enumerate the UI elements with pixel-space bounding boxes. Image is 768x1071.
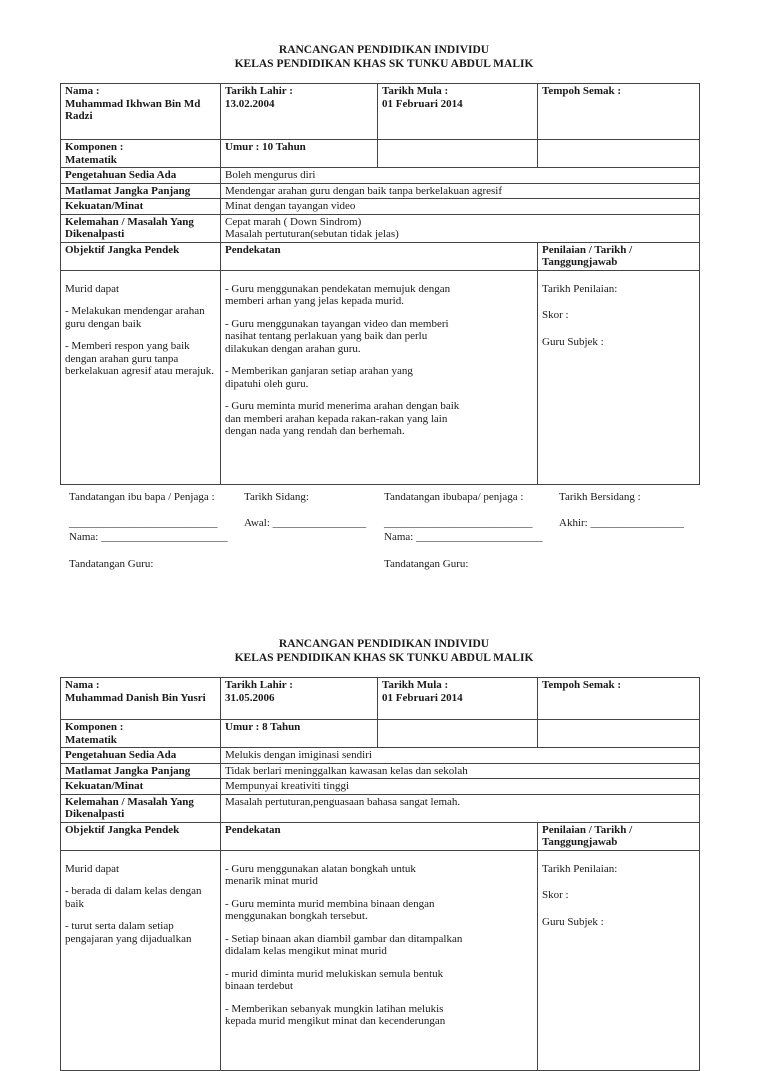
doc2-pendekatan-item: - Guru meminta murid membina binaan dengan menggunakan bongkah tersebut. [225, 897, 435, 922]
doc2-objektif-item: - turut serta dalam setiap pengajaran yang dijadualkan [65, 920, 192, 945]
doc2-empty-cell-b [538, 720, 700, 748]
doc2-pendekatan-item: - Guru menggunakan alatan bongkah untuk menarik minat murid [225, 862, 416, 887]
doc1-lahir-label: Tarikh Lahir : [225, 85, 293, 97]
doc2-penilaian-header: Penilaian / Tarikh / Tanggungjawab [538, 822, 700, 850]
doc1-mula-value: 01 Februari 2014 [382, 97, 463, 110]
doc1-objektif-header: Objektif Jangka Pendek [61, 242, 221, 270]
doc2-penilaian-item: Guru Subjek : [542, 915, 604, 928]
doc1-row-kekuatan [61, 199, 700, 215]
doc1-lahir-cell [221, 84, 378, 140]
doc1-nama-value: Muhammad Ikhwan Bin Md Radzi [65, 97, 201, 122]
doc1-header-row [61, 84, 700, 140]
doc1-title [0, 43, 768, 71]
doc2-pendekatan-cell [221, 850, 538, 1070]
doc2-matlamat-label: Matlamat Jangka Panjang [61, 763, 221, 779]
doc1-kelemahan-line: Masalah pertuturan(sebutan tidak jelas) [225, 228, 399, 240]
doc2-title-line1: RANCANGAN PENDIDIKAN INDIVIDU [278, 638, 490, 650]
doc2-objektif-header: Objektif Jangka Pendek [61, 822, 221, 850]
doc2-pengetahuan-label: Pengetahuan Sedia Ada [61, 748, 221, 764]
doc1-penilaian-cell [538, 270, 700, 484]
doc2-pendekatan-item: - Setiap binaan akan diambil gambar dan ditampalkan didalam kelas mengikut minat murid [225, 932, 463, 957]
doc1-kekuatan-label: Kekuatan/Minat [61, 199, 221, 215]
doc1-objektif-item: Murid dapat [65, 282, 120, 295]
doc2-komponen-value: Matematik [65, 733, 117, 746]
doc1-komponen-value: Matematik [65, 153, 117, 166]
doc1-pengetahuan-label: Pengetahuan Sedia Ada [61, 168, 221, 184]
sig-nama1: Nama: _______________________ [69, 531, 228, 543]
doc1-objektif-item: - Memberi respon yang baik dengan arahan guru tanpa berkelakuan agresif atau merajuk. [65, 340, 215, 377]
doc2-pendekatan-item: - murid diminta murid melukiskan semula bentuk binaan terdebut [225, 967, 444, 992]
doc1-empty-cell-a [378, 140, 538, 168]
doc1-matlamat-label: Matlamat Jangka Panjang [61, 183, 221, 199]
sig-awal: Awal: _________________ [244, 517, 367, 529]
doc2-empty-cell-a [378, 720, 538, 748]
doc2-row-kelemahan [61, 794, 700, 822]
doc2-kelemahan-value [221, 794, 700, 822]
doc1-row-pengetahuan [61, 168, 700, 184]
doc2-row-pengetahuan [61, 748, 700, 764]
doc2-pendekatan-header: Pendekatan [221, 822, 538, 850]
doc1-objektif-item: - Melakukan mendengar arahan guru dengan baik [65, 305, 205, 330]
doc2-komponen-cell [61, 720, 221, 748]
doc2-nama-value: Muhammad Danish Bin Yusri [65, 691, 206, 704]
doc2-pendekatan-item: - Memberikan sebanyak mungkin latihan melukis kepada murid mengikut minat dan kecenderungan [225, 1002, 446, 1027]
doc1-pendekatan-cell [221, 270, 538, 484]
sig-guru1: Tandatangan Guru: [69, 558, 154, 570]
doc2-header-row [61, 678, 700, 720]
doc2-plan-body-row [61, 850, 700, 1070]
doc1-semak-label: Tempoh Semak : [542, 85, 622, 97]
doc1-rpi-table [60, 83, 700, 485]
doc2-title [0, 637, 768, 665]
doc2-komponen-label: Komponen : [65, 721, 124, 733]
doc2-pengetahuan-value: Melukis dengan imiginasi sendiri [221, 748, 700, 764]
doc1-penilaian-header: Penilaian / Tarikh / Tanggungjawab [538, 242, 700, 270]
doc2-objektif-item: - berada di dalam kelas dengan baik [65, 885, 202, 910]
doc1-title-line2: KELAS PENDIDIKAN KHAS SK TUNKU ABDUL MALIK [234, 58, 534, 70]
doc1-nama-label: Nama : [65, 85, 100, 97]
doc1-kekuatan-value: Minat dengan tayangan video [221, 199, 700, 215]
doc2-nama-label: Nama : [65, 679, 100, 691]
doc2-plan-header-row [61, 822, 700, 850]
doc1-pendekatan-item: - Memberikan ganjaran setiap arahan yang dipatuhi oleh guru. [225, 365, 413, 390]
doc2-rpi-table [60, 677, 700, 1071]
doc1-komponen-row [61, 140, 700, 168]
doc1-penilaian-item: Guru Subjek : [542, 335, 604, 348]
doc2-penilaian-item: Skor : [542, 889, 569, 901]
doc2-row-kekuatan [61, 779, 700, 795]
doc2-lahir-cell [221, 678, 378, 720]
doc2-penilaian-cell [538, 850, 700, 1070]
doc2-objektif-item: Murid dapat [65, 862, 120, 875]
doc2-komponen-row [61, 720, 700, 748]
doc1-penilaian-item: Skor : [542, 309, 569, 321]
doc2-row-matlamat [61, 763, 700, 779]
doc1-matlamat-value: Mendengar arahan guru dengan baik tanpa berkelakuan agresif [221, 183, 700, 199]
sig-tarikh-sidang-label: Tarikh Sidang: [244, 491, 309, 503]
sig-line-ibubapa2: ___________________________ [384, 517, 533, 529]
doc1-empty-cell-b [538, 140, 700, 168]
doc1-penilaian-item: Tarikh Penilaian: [542, 282, 618, 295]
sig-ibubapa2-label: Tandatangan ibubapa/ penjaga : [384, 491, 524, 503]
sig-nama2: Nama: _______________________ [384, 531, 543, 543]
doc1-row-matlamat [61, 183, 700, 199]
doc2-kekuatan-value: Mempunyai kreativiti tinggi [221, 779, 700, 795]
sig-tarikh-bersidang-label: Tarikh Bersidang : [559, 491, 641, 503]
doc2-objektif-cell [61, 850, 221, 1070]
doc1-komponen-cell [61, 140, 221, 168]
doc1-pendekatan-item: - Guru meminta murid menerima arahan dengan baik dan memberi arahan kepada rakan-rakan yang lain dengan nada yang rendah dan berhemah. [225, 400, 460, 437]
doc2-matlamat-value: Tidak berlari meninggalkan kawasan kelas dan sekolah [221, 763, 700, 779]
doc2-lahir-label: Tarikh Lahir : [225, 679, 293, 691]
doc2-mula-cell [378, 678, 538, 720]
doc1-umur-cell: Umur : 10 Tahun [221, 140, 378, 168]
doc2-kekuatan-label: Kekuatan/Minat [61, 779, 221, 795]
doc2-nama-cell [61, 678, 221, 720]
doc1-nama-cell [61, 84, 221, 140]
doc1-row-kelemahan [61, 214, 700, 242]
doc2-umur-cell: Umur : 8 Tahun [221, 720, 378, 748]
doc2-kelemahan-line: Masalah pertuturan,penguasaan bahasa sangat lemah. [225, 795, 461, 808]
sig-line-ibubapa: ___________________________ [69, 517, 218, 529]
doc1-kelemahan-label: Kelemahan / Masalah Yang Dikenalpasti [61, 214, 221, 242]
doc2-lahir-value: 31.05.2006 [225, 691, 275, 704]
doc1-pendekatan-item: - Guru menggunakan tayangan video dan memberi nasihat tentang perlakuan yang baik dan perlu dilakukan dengan arahan guru. [225, 317, 449, 355]
doc1-kelemahan-value [221, 214, 700, 242]
doc2-title-line2: KELAS PENDIDIKAN KHAS SK TUNKU ABDUL MALIK [234, 652, 534, 664]
doc1-plan-body-row [61, 270, 700, 484]
doc2-semak-label: Tempoh Semak : [542, 679, 622, 691]
sig-guru2: Tandatangan Guru: [384, 558, 469, 570]
doc1-komponen-label: Komponen : [65, 141, 124, 153]
doc2-semak-cell [538, 678, 700, 720]
doc2-kelemahan-label: Kelemahan / Masalah Yang Dikenalpasti [61, 794, 221, 822]
doc1-lahir-value: 13.02.2004 [225, 97, 275, 110]
doc1-mula-label: Tarikh Mula : [382, 85, 449, 97]
doc2-mula-label: Tarikh Mula : [382, 679, 449, 691]
doc1-semak-cell [538, 84, 700, 140]
doc1-kelemahan-line: Cepat marah ( Down Sindrom) [225, 215, 362, 228]
doc2-mula-value: 01 Februari 2014 [382, 691, 463, 704]
doc2-penilaian-item: Tarikh Penilaian: [542, 862, 618, 875]
doc1-mula-cell [378, 84, 538, 140]
doc1-objektif-cell [61, 270, 221, 484]
doc1-plan-header-row [61, 242, 700, 270]
doc1-pendekatan-header: Pendekatan [221, 242, 538, 270]
sig-ibubapa-label: Tandatangan ibu bapa / Penjaga : [69, 491, 215, 503]
sig-akhir: Akhir: _________________ [559, 517, 684, 529]
doc1-pendekatan-item: - Guru menggunakan pendekatan memujuk dengan memberi arhan yang jelas kepada murid. [225, 282, 451, 307]
doc1-title-line1: RANCANGAN PENDIDIKAN INDIVIDU [278, 44, 490, 56]
doc1-pengetahuan-value: Boleh mengurus diri [221, 168, 700, 184]
